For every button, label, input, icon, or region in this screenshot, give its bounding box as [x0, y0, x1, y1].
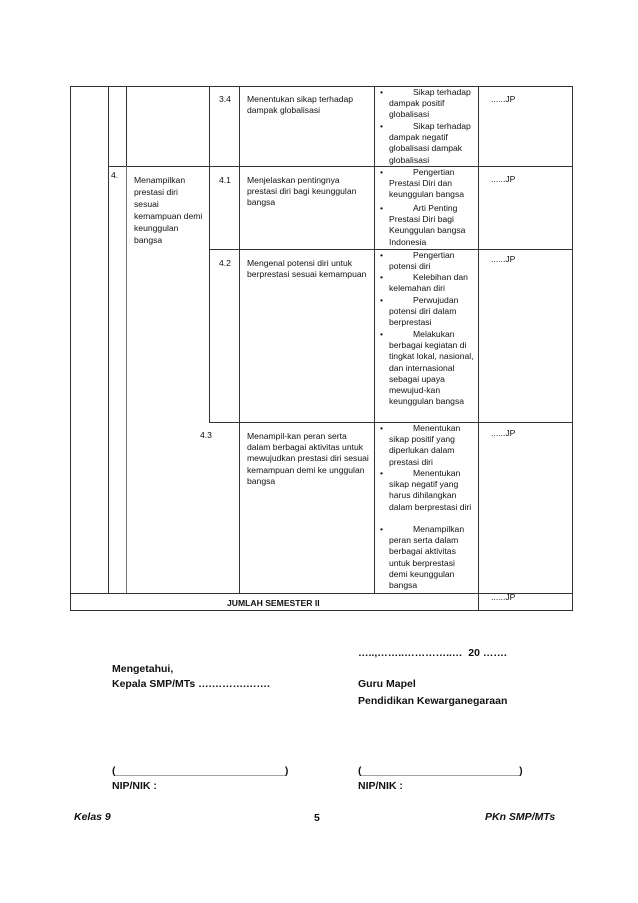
- bullet-icon: •: [380, 524, 384, 534]
- jp-value: ......JP: [491, 254, 516, 264]
- table-top-border: [70, 86, 573, 87]
- signature-right-nip: NIP/NIK :: [358, 780, 403, 792]
- bullet-icon: •: [380, 468, 384, 478]
- table-bottom-border: [70, 610, 573, 611]
- indicator-text: Mengenal potensi diri untuk berprestasi sesuai kemampuan: [247, 258, 367, 280]
- material-item: Menentukan sikap negatif yang harus dihilangkan dalam berprestasi diri: [389, 468, 472, 512]
- footer-subject: PKn SMP/MTs: [485, 811, 556, 823]
- row-divider: [108, 166, 573, 167]
- signature-left-line2: Kepala SMP/MTs ….……….…….: [112, 678, 270, 690]
- jp-value: ......JP: [491, 94, 516, 104]
- bullet-icon: •: [380, 272, 384, 282]
- bullet-icon: •: [380, 87, 384, 97]
- material-item: Kelebihan dan kelemahan diri: [389, 272, 468, 294]
- row-number: 4.3: [200, 430, 212, 440]
- indicator-text: Menentukan sikap terhadap dampak globalisasi: [247, 94, 354, 116]
- competency-text: Menampilkan prestasi diri sesuai kemampuan demi keunggulan bangsa: [134, 175, 203, 246]
- signature-date: …..,……..…………..… 20 …….: [358, 647, 507, 659]
- jp-value: ......JP: [491, 428, 516, 438]
- signature-left-nip: NIP/NIK :: [112, 780, 157, 792]
- bullet-icon: •: [380, 167, 384, 177]
- material-item: Pengertian Prestasi Diri dan keunggulan bangsa: [389, 167, 465, 200]
- semester-total-label: JUMLAH SEMESTER II: [227, 598, 320, 608]
- material-item: Menentukan sikap positif yang diperlukan dalam prestasi diri: [389, 423, 461, 467]
- column-divider: [209, 86, 210, 422]
- bullet-icon: •: [380, 203, 384, 213]
- signature-right-blank: (___________________________): [358, 765, 523, 777]
- footer-class: Kelas 9: [74, 811, 111, 823]
- table-left-border: [70, 86, 71, 610]
- page-number: 5: [314, 812, 320, 824]
- column-divider: [108, 86, 109, 593]
- row-number: 4.1: [219, 175, 231, 185]
- material-item: Sikap terhadap dampak negatif globalisasi dampak globalisasi: [389, 121, 471, 165]
- competency-number: 4.: [111, 170, 119, 180]
- column-divider: [374, 86, 375, 593]
- material-item: Melakukan berbagai kegiatan di tingkat lokal, nasional, dan internasional sebagai upaya mewujud-kan keunggulan bangsa: [389, 329, 474, 407]
- row-number: 4.2: [219, 258, 231, 268]
- bullet-icon: •: [380, 250, 384, 260]
- material-item: Arti Penting Prestasi Diri bagi Keunggulan bangsa Indonesia: [389, 203, 466, 247]
- column-divider: [239, 86, 240, 593]
- signature-right-line2: Pendidikan Kewarganegaraan: [358, 695, 508, 707]
- jp-value: ......JP: [491, 174, 516, 184]
- indicator-text: Menjelaskan pentingnya prestasi diri bagi keunggulan bangsa: [247, 175, 357, 208]
- bullet-icon: •: [380, 295, 384, 305]
- material-item: Perwujudan potensi diri dalam berprestasi: [389, 295, 459, 328]
- indicator-text: Menampil-kan peran serta dalam berbagai aktivitas untuk mewujudkan prestasi diri sesuai kemampuan demi ke unggulan bangsa: [247, 431, 369, 486]
- column-divider: [478, 86, 479, 610]
- bullet-icon: •: [380, 423, 384, 433]
- material-item: Menampilkan peran serta dalam berbagai aktivitas untuk berprestasi demi keunggulan bangsa: [389, 524, 465, 591]
- signature-left-line1: Mengetahui,: [112, 663, 174, 675]
- column-divider: [126, 86, 127, 166]
- column-divider: [126, 166, 127, 593]
- row-number: 3.4: [219, 94, 231, 104]
- jp-value: ......JP: [491, 592, 516, 602]
- material-item: Pengertian potensi diri: [389, 250, 455, 272]
- bullet-icon: •: [380, 329, 384, 339]
- material-item: Sikap terhadap dampak positif globalisasi: [389, 87, 471, 120]
- signature-left-blank: (_____________________________): [112, 765, 289, 777]
- bullet-icon: •: [380, 121, 384, 131]
- signature-right-line1: Guru Mapel: [358, 678, 416, 690]
- table-right-border: [572, 86, 573, 610]
